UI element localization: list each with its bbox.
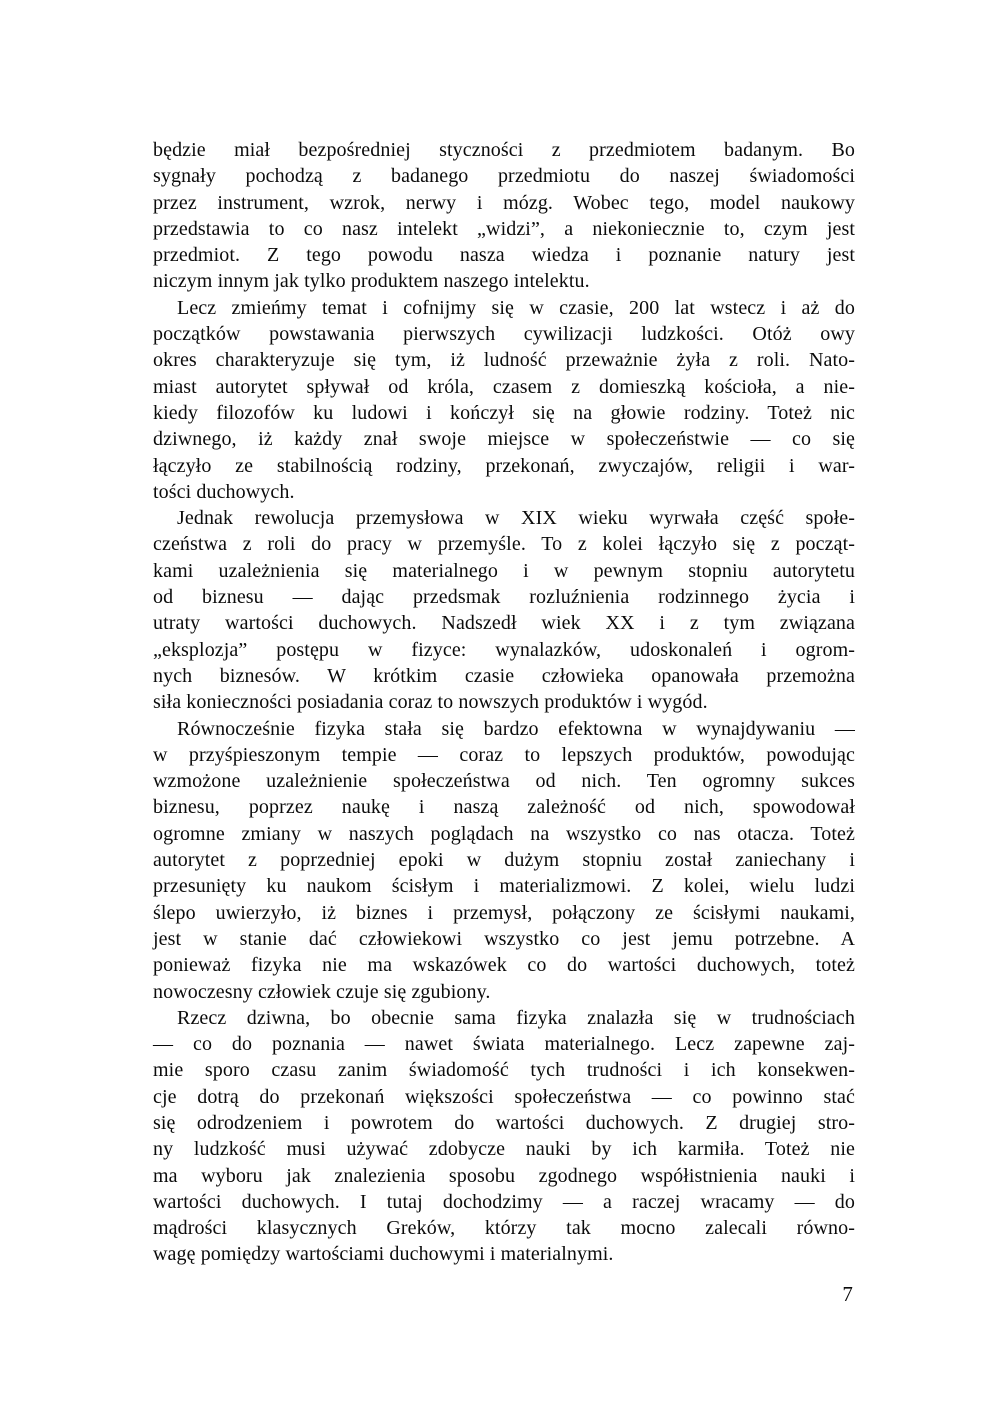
text-line: „eksplozja” postępu w fizyce: wynalazków, udoskonaleń i ogrom-	[153, 638, 855, 661]
text-line: siła konieczności posiadania coraz to nowszych produktów i wygód.	[153, 691, 708, 714]
text-line: ponieważ fizyka nie ma wskazówek co do wartości duchowych, toteż	[153, 954, 855, 977]
text-line: tości duchowych.	[153, 480, 295, 503]
text-line: czeństwa z roli do pracy w przemyśle. To z kolei łączyło się z począt-	[153, 533, 855, 556]
text-line: sygnały pochodzą z badanego przedmiotu do naszej świadomości	[153, 165, 855, 188]
text-line: miast autorytet spływał od króla, czasem z domieszką kościoła, a nie-	[153, 375, 855, 398]
paragraph	[153, 137, 855, 295]
text-line: ogromne zmiany w naszych poglądach na wszystko co nas otacza. Toteż	[153, 822, 855, 845]
text-line: jest w stanie dać człowiekowi wszystko co jest jemu potrzebne. A	[153, 927, 855, 950]
text-line: autorytet z poprzedniej epoki w dużym stopniu został zaniechany i	[153, 849, 855, 872]
text-line: nowoczesny człowiek czuje się zgubiony.	[153, 980, 491, 1003]
paragraph	[153, 295, 855, 505]
text-line: — co do poznania — nawet świata materialnego. Lecz zapewne zaj-	[153, 1033, 855, 1056]
text-line: niczym innym jak tylko produktem naszego intelektu.	[153, 270, 590, 293]
text-line: łączyło ze stabilnością rodziny, przekonań, zwyczajów, religii i war-	[153, 454, 855, 477]
text-line: ny ludzkość musi używać zdobycze nauki by ich karmiła. Toteż nie	[153, 1138, 855, 1161]
text-line: dziwnego, iż każdy znał swoje miejsce w społeczeństwie — co się	[153, 428, 855, 451]
text-line: Jednak rewolucja przemysłowa w XIX wieku wyrwała część społe-	[177, 507, 855, 530]
text-line: kiedy filozofów ku ludowi i kończył się na głowie rodziny. Toteż nic	[153, 401, 855, 424]
text-line: kami uzależnienia się materialnego i w pewnym stopniu autorytetu	[153, 559, 855, 582]
text-line: przez instrument, wzrok, nerwy i mózg. Wobec tego, model naukowy	[153, 191, 855, 214]
text-line: okres charakteryzuje się tym, iż ludność przeważnie żyła z roli. Nato-	[153, 349, 855, 372]
text-line: będzie miał bezpośredniej styczności z przedmiotem badanym. Bo	[153, 139, 855, 161]
paragraph	[153, 505, 855, 715]
text-line: przedmiot. Z tego powodu nasza wiedza i poznanie natury jest	[153, 244, 855, 267]
text-line: ślepo uwierzyło, iż biznes i przemysł, połączony ze ścisłymi naukami,	[153, 901, 855, 924]
paragraph	[153, 1005, 855, 1268]
text-line: biznesu, poprzez naukę i naszą zależność od nich, spowodował	[153, 796, 855, 819]
page-number: 7	[842, 1281, 853, 1306]
text-line: utraty wartości duchowych. Nadszedł wiek XX i z tym związana	[153, 612, 855, 635]
text-line: wartości duchowych. I tutaj dochodzimy — a raczej wracamy — do	[153, 1190, 855, 1213]
text-line: cje dotrą do przekonań większości społeczeństwa — co powinno stać	[153, 1085, 855, 1108]
text-line: Równocześnie fizyka stała się bardzo efektowna w wynajdywaniu —	[177, 717, 855, 740]
text-line: Lecz zmieńmy temat i cofnijmy się w czasie, 200 lat wstecz i aż do	[177, 296, 855, 319]
text-line: w przyśpieszonym tempie — coraz to lepszych produktów, powodując	[153, 743, 855, 766]
text-line: mie sporo czasu zanim świadomość tych trudności i ich konsekwen-	[153, 1059, 855, 1082]
text-line: nych biznesów. W krótkim czasie człowieka opanowała przemożna	[153, 664, 855, 687]
text-line: wzmożone uzależnienie społeczeństwa od nich. Ten ogromny sukces	[153, 770, 855, 793]
text-line: początków powstawania pierwszych cywilizacji ludzkości. Otóż owy	[153, 323, 855, 346]
text-line: wagę pomiędzy wartościami duchowymi i materialnymi.	[153, 1243, 614, 1266]
text-line: przesunięty ku naukom ścisłym i materializmowi. Z kolei, wielu ludzi	[153, 875, 855, 898]
text-line: Rzecz dziwna, bo obecnie sama fizyka znalazła się w trudnościach	[177, 1006, 855, 1029]
text-line: mądrości klasycznych Greków, którzy tak mocno zalecali równo-	[153, 1217, 855, 1240]
text-line: przedstawia to co nasz intelekt „widzi”, a niekoniecznie to, czym jest	[153, 217, 855, 240]
paragraph	[153, 716, 855, 1005]
text-line: się odrodzeniem i powrotem do wartości duchowych. Z drugiej stro-	[153, 1111, 855, 1134]
text-line: od biznesu — dając przedsmak rozluźnienia rodzinnego życia i	[153, 586, 855, 609]
body-text	[153, 137, 855, 1307]
text-line: ma wyboru jak znalezienia sposobu zgodnego współistnienia nauki i	[153, 1164, 855, 1187]
